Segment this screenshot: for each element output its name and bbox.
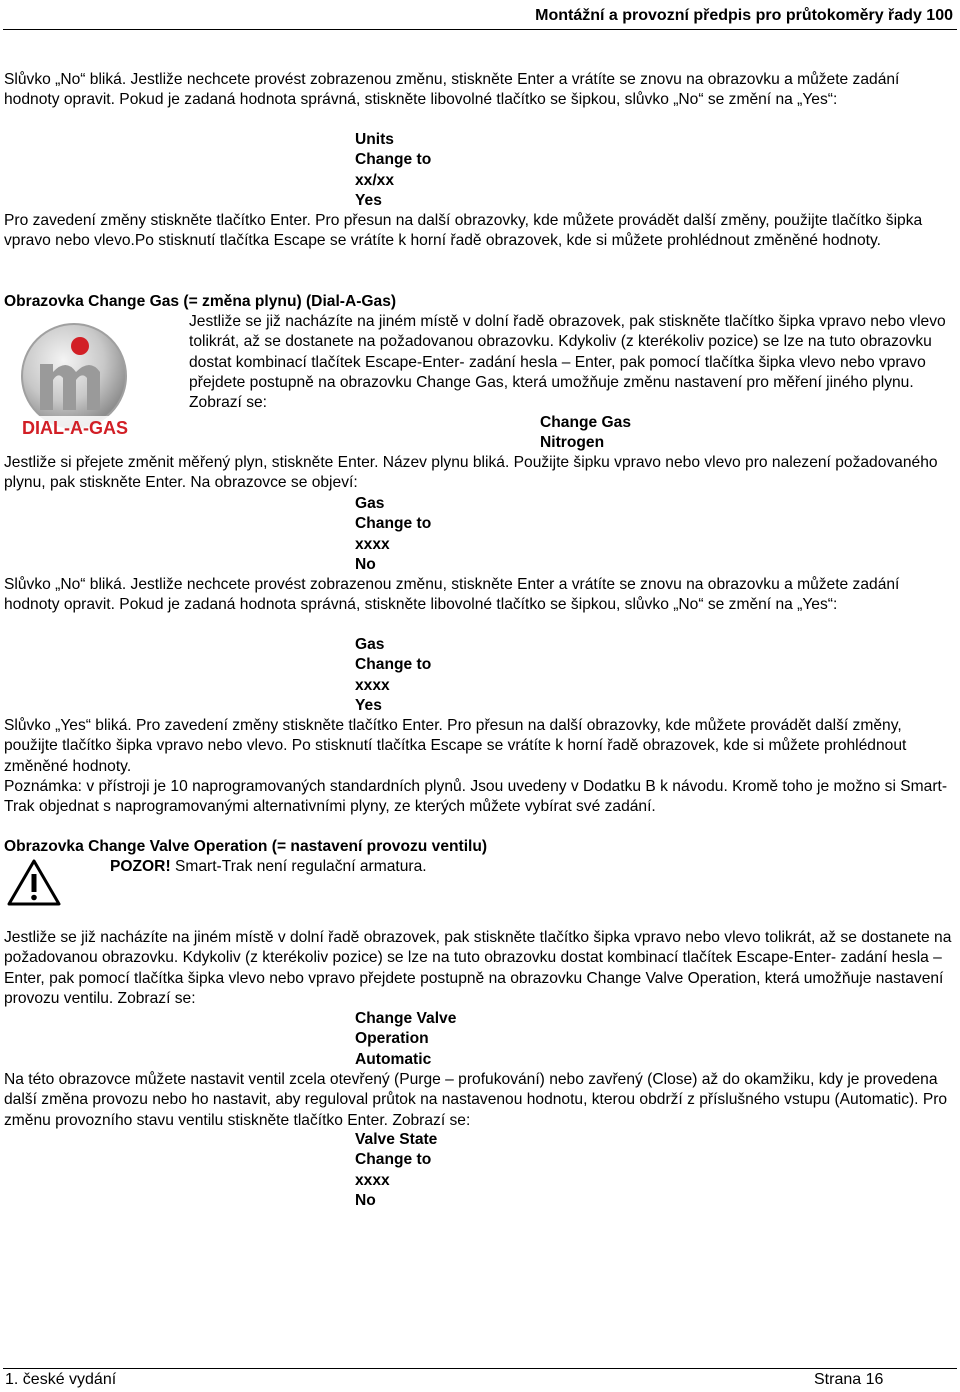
screen-line: Change Valve (355, 1010, 457, 1027)
screen-line: Operation (355, 1030, 429, 1048)
paragraph-select-gas: Jestliže si přejete změnit měřený plyn, stiskněte Enter. Název plynu bliká. Použijte šipku vpravo nebo vlevo pro nalezení požadovaného plynu, pak stiskněte Enter. Na obrazovce se objeví: (4, 454, 938, 492)
screen-line: Units (355, 131, 394, 148)
screen-gas-yes (355, 635, 431, 716)
screen-line: Change to (355, 515, 432, 533)
paragraph-note-gases: Poznámka: v přístroji je 10 naprogramovaných standardních plynů. Jsou uvedeny v Dodatku B k návodu. Kromě toho je možno si Smart-Trak objednat s naprogramovanými alternativními plyny, ze kterých můžete vybírat své zadání. (4, 778, 948, 816)
screen-line: No (355, 555, 376, 573)
paragraph-gas-yes-blinks: Slůvko „Yes“ bliká. Pro zavedení změny stiskněte tlačítko Enter. Pro přesun na další obrazovky, kde můžete provádět další změny, použijte tlačítko šipka vpravo nebo vlevo. Po stisknutí tlačítka Escape se vrátíte k horní řadě obrazovek, kde si můžete prohlédnout změněné hodnoty. (4, 717, 907, 775)
screen-line: Nitrogen (540, 434, 605, 452)
logo-text: DIAL-A-GAS (22, 418, 128, 438)
paragraph-apply-change: Pro zavedení změny stiskněte tlačítko Enter. Pro přesun na další obrazovky, kde můžete provádět další změny, použijte tlačítko šipka vpravo nebo vlevo.Po stisknutí tlačítka Escape se vrátíte k horní řadě obrazovek, kde si můžete prohlédnout změněné hodnoty. (4, 212, 923, 250)
paragraph-no-blinks: Slůvko „No“ bliká. Jestliže nechcete provést zobrazenou změnu, stiskněte Enter a vrátíte se znovu na obrazovku a můžete zadání hodnoty opravit. Pokud je zadaná hodnota správná, stiskněte libovolné tlačítko se šipkou, slůvko „No“ se změní na „Yes“: (4, 71, 900, 109)
screen-line: Change to (355, 656, 432, 674)
warning-label: POZOR! (110, 858, 171, 875)
screen-line: xx/xx (355, 171, 395, 189)
dial-a-gas-logo (14, 320, 138, 444)
edition-label: 1. české vydání (5, 1371, 117, 1388)
screen-line: Automatic (355, 1050, 432, 1068)
page-footer (3, 1368, 957, 1391)
screen-line: xxxx (355, 1171, 390, 1189)
screen-line: xxxx (355, 535, 390, 553)
page-number: Strana 16 (814, 1371, 884, 1388)
screen-units (355, 130, 431, 211)
document-title: Montážní a provozní předpis pro průtokoměry řady 100 (535, 7, 953, 24)
screen-line: Valve State (355, 1131, 438, 1148)
paragraph-valve-intro: Jestliže se již nacházíte na jiném místě v dolní řadě obrazovek, pak stiskněte tlačítko šipka vpravo nebo vlevo tolikrát, až se dostanete na požadovanou obrazovku. Kdykoliv (z kterékoliv pozice) se lze na tuto obrazovku dostat kombinací tlačítek Escape-Enter- zadání hesla – Enter, pak pomocí tlačítka šipka vlevo nebo vpravo přejdete postupně na obrazovku Change Valve Operation, která umožňuje nastavení provozu ventilu. Zobrazí se: (4, 929, 952, 1007)
screen-line: No (355, 1191, 376, 1209)
section-heading-change-gas: Obrazovka Change Gas (= změna plynu) (Dial-A-Gas) (4, 293, 397, 310)
screen-valve-state (355, 1130, 437, 1211)
screen-line: Change to (355, 151, 432, 169)
screen-line: Yes (355, 696, 382, 714)
screen-line: Change to (355, 1151, 432, 1169)
paragraph-gas-no-blinks: Slůvko „No“ bliká. Jestliže nechcete provést zobrazenou změnu, stiskněte Enter a vrátíte se znovu na obrazovku a můžete zadání hodnoty opravit. Pokud je zadaná hodnota správná, stiskněte libovolné tlačítko se šipkou, slůvko „No“ se změní na „Yes“: (4, 576, 900, 614)
screen-line: Change Gas (540, 414, 631, 431)
screen-gas-no (355, 494, 431, 575)
warning-text: Smart-Trak není regulační armatura. (170, 858, 427, 875)
section-heading-valve-operation: Obrazovka Change Valve Operation (= nastavení provozu ventilu) (4, 838, 488, 855)
paragraph-change-gas-intro: Jestliže se již nacházíte na jiném místě v dolní řadě obrazovek, pak stiskněte tlačítko šipka vpravo nebo vlevo tolikrát, až se dostanete na požadovanou obrazovku. Kdykoliv (z kterékoliv pozice) se lze na tuto obrazovku dostat kombinací tlačítek Escape-Enter- zadání hesla – Enter, pak pomocí tlačítka šipka vlevo nebo vpravo přejdete postupně na obrazovku Change Gas, která umožňuje změnu nastavení pro měření jiného plynu. Zobrazí se: (189, 313, 946, 412)
screen-line: xxxx (355, 676, 390, 694)
screen-line: Yes (355, 191, 382, 209)
screen-change-valve (355, 1009, 456, 1070)
page-header (3, 3, 957, 30)
screen-line: Gas (355, 636, 385, 653)
warning-line (110, 857, 956, 877)
warning-triangle-icon (6, 858, 62, 908)
screen-change-gas (540, 413, 631, 454)
screen-line: Gas (355, 495, 385, 512)
paragraph-valve-states: Na této obrazovce můžete nastavit ventil zcela otevřený (Purge – profukování) nebo zavřený (Close) až do okamžiku, kdy je provedena další změna provozu nebo ho nastavit, aby reguloval průtok na nastavenou hodnotu, kterou obdrží z příslušného vstupu (Automatic). Pro změnu provozního stavu ventilu stiskněte tlačítko Enter. Zobrazí se: (4, 1071, 948, 1129)
